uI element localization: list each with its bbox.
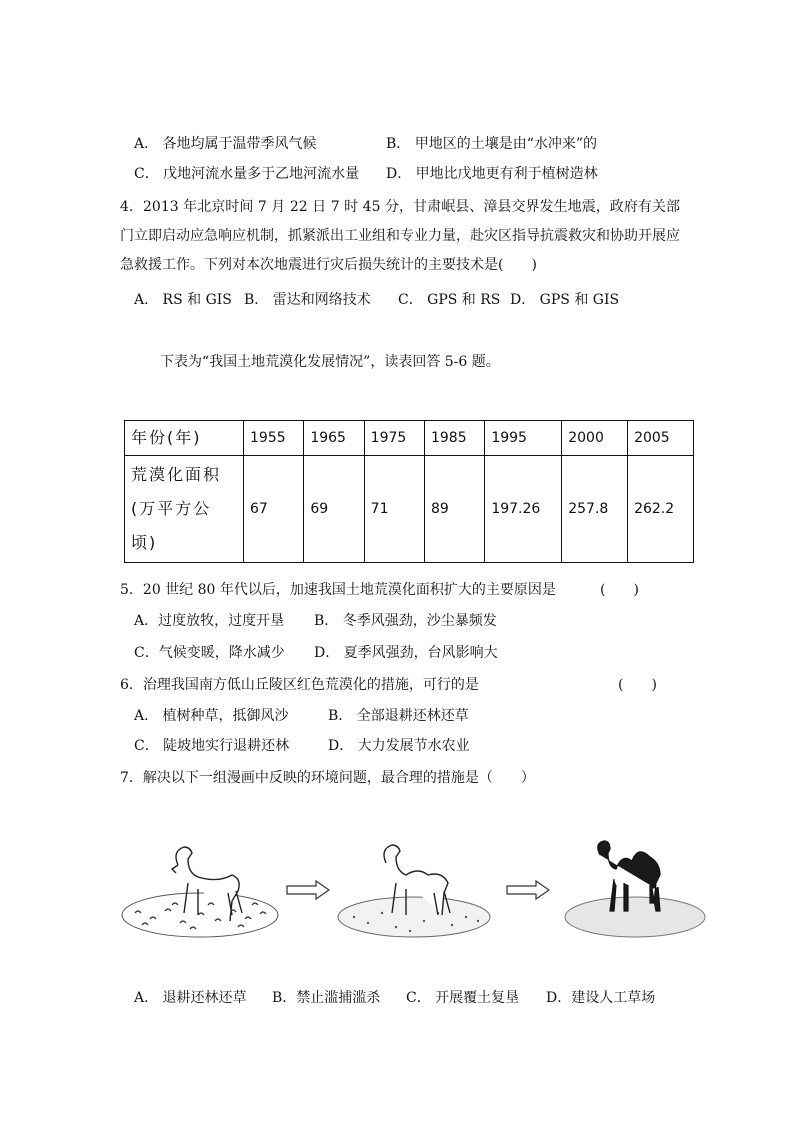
- arrow-icon: [286, 880, 330, 900]
- table-value-cell: 67: [244, 456, 304, 563]
- q5-option-d: D． 夏季风强劲，台风影响大: [314, 645, 498, 661]
- q4-option-b: B． 雷达和网络技术: [244, 292, 371, 308]
- q3-option-a: A． 各地均属于温带季风气候: [134, 136, 317, 152]
- q3-option-c: C． 戊地河流水量多于乙地河流水量: [134, 166, 360, 182]
- table-header-row: [125, 421, 694, 456]
- q4-option-a: A． RS 和 GIS: [134, 292, 232, 308]
- q7-option-d: D．建设人工草场: [546, 990, 656, 1006]
- q5-answer-bracket: ( ): [600, 582, 639, 598]
- table-value-cell: 69: [304, 456, 364, 563]
- q6-stem: 6．治理我国南方低山丘陵区红色荒漠化的措施，可行的是: [120, 677, 479, 693]
- q3-option-b: B． 甲地区的土壤是由“水冲来”的: [386, 136, 598, 152]
- table-year-cell: 1955: [244, 421, 304, 456]
- table-value-cell: 262.2: [628, 456, 694, 563]
- q5-stem: 5．20 世纪 80 年代以后，加速我国土地荒漠化面积扩大的主要原因是: [120, 582, 556, 598]
- q6-option-d: D． 大力发展节水农业: [328, 738, 470, 754]
- desertification-table: [124, 420, 694, 563]
- q6-option-a: A． 植树种草，抵御风沙: [134, 708, 289, 724]
- q6-option-b: B． 全部退耕还林还草: [328, 708, 469, 724]
- table-value-cell: 257.8: [562, 456, 628, 563]
- q5-option-a: A．过度放牧，过度开垦: [134, 613, 285, 629]
- table-year-cell: 1985: [424, 421, 484, 456]
- table-header-label: 年份(年): [125, 421, 244, 456]
- cartoon-panel-grassland: [120, 835, 280, 940]
- table-year-cell: 2005: [628, 421, 694, 456]
- q7-option-a: A． 退耕还林还草: [134, 990, 247, 1006]
- q4-option-d: D． GPS 和 GIS: [510, 292, 620, 308]
- q3-option-d: D． 甲地比戊地更有利于植树造林: [386, 166, 598, 182]
- q6-answer-bracket: ( ): [618, 677, 657, 693]
- table-value-row: [125, 456, 694, 563]
- q4-stem: 4．2013 年北京时间 7 月 22 日 7 时 45 分，甘肃岷县、漳县交界发生地震，政府有关部门立即启动应急响应机制，抓紧派出工业组和专业力量，赴灾区指导抗震救灾和协助开展应急救援工作。下列对本次地震进行灾后损失统计的主要技术是( ): [120, 199, 680, 273]
- q7-option-b: B．禁止滥捕滥杀: [272, 990, 381, 1006]
- q5-option-c: C．气候变暖，降水减少: [134, 645, 285, 661]
- q7-stem: 7．解决以下一组漫画中反映的环境问题，最合理的措施是（ ）: [120, 770, 535, 786]
- table-year-cell: 1975: [364, 421, 424, 456]
- cartoon-panel-degrading: [334, 835, 494, 940]
- q5-option-b: B． 冬季风强劲，沙尘暴频发: [314, 613, 497, 629]
- table-year-cell: 1965: [304, 421, 364, 456]
- table-year-cell: 1995: [485, 421, 562, 456]
- cartoon-panel-desert-camel: [560, 835, 710, 940]
- table-row-label: 荒漠化面积(万平方公顷): [125, 456, 244, 563]
- q7-option-c: C． 开展覆土复垦: [406, 990, 520, 1006]
- table-value-cell: 71: [364, 456, 424, 563]
- table-year-cell: 2000: [562, 421, 628, 456]
- arrow-icon: [506, 880, 550, 900]
- table-value-cell: 89: [424, 456, 484, 563]
- q6-option-c: C． 陡坡地实行退耕还林: [134, 738, 290, 754]
- table-value-cell: 197.26: [485, 456, 562, 563]
- q4-option-c: C． GPS 和 RS: [398, 292, 501, 308]
- table-intro: 下表为“我国土地荒漠化发展情况”，读表回答 5-6 题。: [160, 354, 500, 370]
